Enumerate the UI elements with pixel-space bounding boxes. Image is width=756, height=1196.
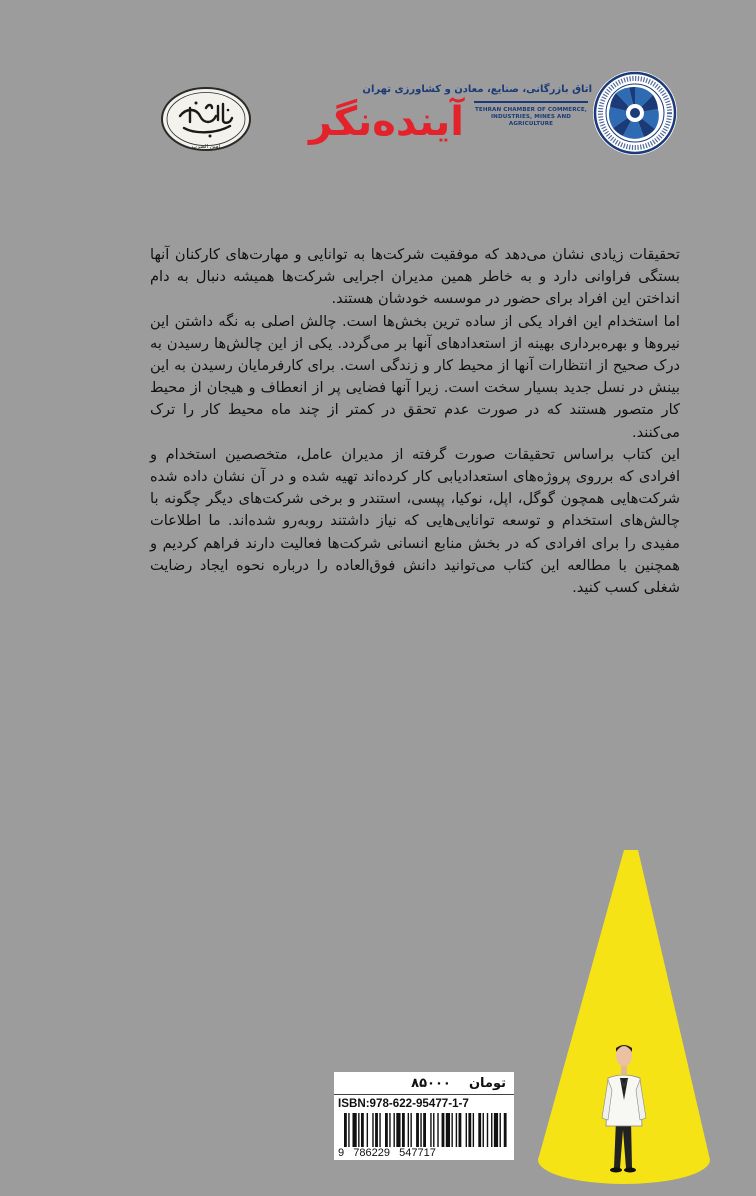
barcode-bar [389,1113,390,1147]
amin-alzarb-lettering: امین الضرب [191,144,221,150]
barcode-bar [379,1113,380,1147]
barcode-bar [478,1113,481,1147]
chamber-name-english-line: TEHRAN CHAMBER OF COMMERCE, [474,107,587,113]
ayandenegar-logo [262,96,464,148]
barcode-bar [473,1113,474,1147]
chamber-name-persian: اتاق بازرگانی، صنایع، معادن و کشاورزی تهران [362,84,592,95]
barcode-bar [466,1113,467,1147]
price-row [334,1072,514,1095]
spotlight-floor-pool [538,1136,710,1184]
barcode-bar [423,1113,426,1147]
barcode-bar [433,1113,434,1147]
barcode-bar [491,1113,492,1147]
barcode-icon [344,1113,508,1147]
barcode-bar [367,1113,368,1147]
barcode-bar [456,1113,457,1147]
isbn: ISBN:978-622-95477-1-7 [338,1097,469,1110]
barcode-bar [408,1113,409,1147]
barcode-bar [410,1113,411,1147]
barcode-bar [483,1113,484,1147]
price-currency: تومان [468,1076,506,1091]
barcode-bar [358,1113,359,1147]
ayandenegar-wordmark: آینده‌نگر [309,99,464,145]
barcode-bar [451,1113,452,1147]
amin-alzarb-logo [160,86,252,152]
blurb-paragraph: تحقیقات زیادی نشان می‌دهد که موفقیت شرکت‌ها به توانایی و مهارت‌های کارکنان آنها بستگی فراوانی دارد و به خاطر همین مدیران اجرایی شرکت‌ها همیشه دنبال به دام انداختن این افراد برای حضور در موسسه خودشان هستند. [150,246,680,308]
tehran-chamber-seal-logo [592,70,678,156]
barcode-bar [420,1113,421,1147]
barcode-digits: 9 786229 547717 [338,1147,436,1159]
barcode-bar [396,1113,400,1147]
chamber-name-english [470,107,592,128]
price-isbn-box [334,1072,514,1160]
blurb-paragraph: این کتاب براساس تحقیقات صورت گرفته از مدیران عامل، متخصصین استخدام و افرادی که برروی پروژه‌های استعدادیابی کار کرده‌اند تهیه شده و در آن نشان داده شده شرکت‌هایی همچون گوگل، اپل، نوکیا، پپسی، استندر و برخی شرکت‌های دیگر چگونه با چالش‌های استخدام و توسعه توانایی‌هایی که نیاز داشتند روبه‌رو شده‌اند. ما اطلاعات مفیدی را برای افرادی که در بخش منابع انسانی شرکت‌ها فعالیت دارند فراهم کردیم و همچنین با مطالعه این کتاب می‌توانید دانش فوق‌العاده را درباره نحوه ایجاد رضایت شغلی کسب کنید. [150,445,680,597]
barcode-bar [361,1113,364,1147]
barcode-bar [437,1113,438,1147]
barcode-bar [446,1113,450,1147]
barcode-bar [348,1113,349,1147]
barcode-bar [375,1113,378,1147]
spotlight-illustration [520,850,730,1196]
barcode-bar [385,1113,388,1147]
barcode-bar [344,1113,347,1147]
chamber-name-english-line: INDUSTRIES, MINES AND AGRICULTURE [491,114,571,127]
barcode-bar [393,1113,394,1147]
barcode-bar [372,1113,373,1147]
blurb-paragraph: اما استخدام این افراد یکی از ساده ترین بخش‌ها است. چالش اصلی به نگه داشتن این نیروها و بهره‌برداری بهینه از استعدادهای آنها بر می‌گردد. یکی از این چالش‌ها رسیدن به درک صحیح از انتظارات آنها از محیط کار و زندگی است. برای کارفرمایان رسیدن به این بینش در نسل جدید بسیار سخت است. زیرا آنها فضایی پر از انعطاف و هیجان از محیط کار متصور هستند که در صورت عدم تحقق در کمتر از چند ماه محیط کار را ترک می‌کنند. [150,312,680,441]
back-cover-blurb [150,244,680,599]
barcode-bar [352,1113,356,1147]
barcode-bar [459,1113,462,1147]
barcode-bar [416,1113,419,1147]
barcode-bar [468,1113,471,1147]
barcode-bar [402,1113,405,1147]
barcode-bar [430,1113,431,1147]
chamber-divider [474,101,588,103]
price-amount: ۸۵۰۰۰ [411,1076,451,1091]
barcode-bar [500,1113,501,1147]
barcode-bar [504,1113,507,1147]
barcode-bar [494,1113,498,1147]
barcode-bar [442,1113,445,1147]
barcode-bar [487,1113,488,1147]
